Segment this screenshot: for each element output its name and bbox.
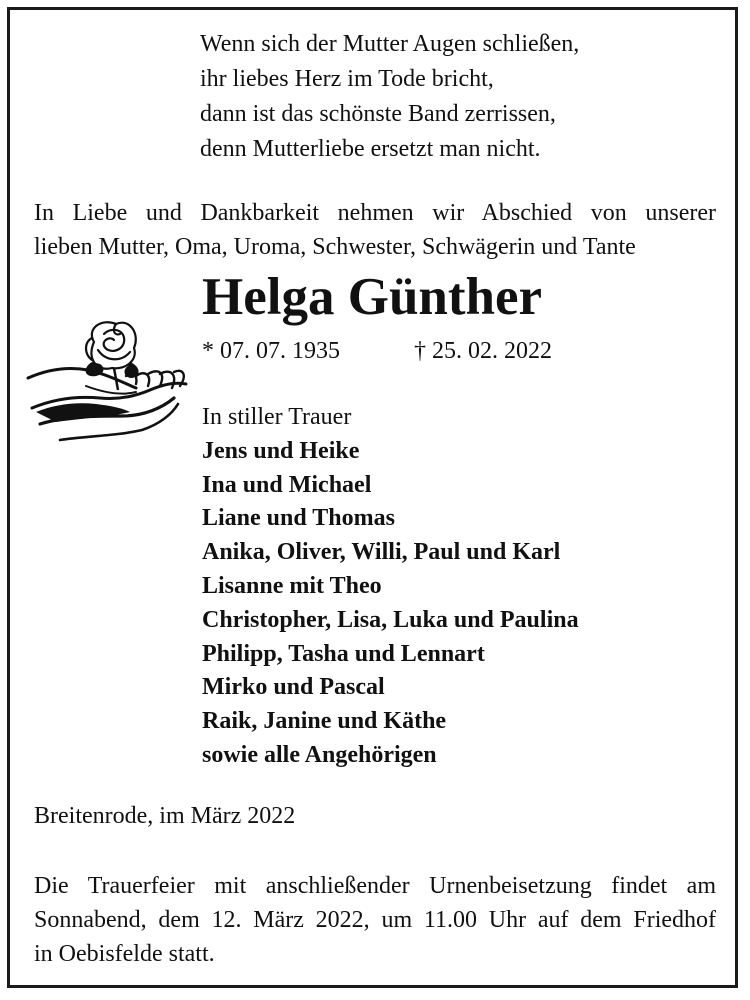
poem-line: denn Mutterliebe ersetzt man nicht. (200, 136, 541, 162)
mourner-entry: Anika, Oliver, Willi, Paul und Karl (202, 539, 561, 566)
birth-date: * 07. 07. 1935 (202, 338, 340, 364)
intro-text (34, 196, 716, 264)
mourner-entry: Raik, Janine und Käthe (202, 708, 447, 735)
service-line: Die Trauerfeier mit anschließender Urnenbeisetzung findet am (34, 873, 716, 899)
poem-line: ihr liebes Herz im Tode bricht, (200, 66, 494, 92)
mourners-list (202, 401, 579, 773)
mourner-entry: Jens und Heike (202, 437, 360, 464)
death-date: † 25. 02. 2022 (414, 338, 552, 364)
service-line: Sonnabend, dem 12. März 2022, um 11.00 Uhr auf dem Friedhof (34, 907, 716, 933)
hand-with-rose-icon (26, 312, 191, 447)
mourner-entry: Mirko und Pascal (202, 674, 385, 701)
poem (200, 27, 579, 167)
service-info (34, 869, 716, 971)
place-date: Breitenrode, im März 2022 (34, 803, 296, 829)
mourner-entry: Ina und Michael (202, 471, 372, 498)
service-line: in Oebisfelde statt. (34, 941, 215, 967)
mourner-entry: sowie alle Angehörigen (202, 741, 437, 768)
mourner-entry: Liane und Thomas (202, 505, 395, 532)
mourner-entry: Philipp, Tasha und Lennart (202, 640, 485, 667)
mourner-entry: Lisanne mit Theo (202, 572, 382, 599)
poem-line: dann ist das schönste Band zerrissen, (200, 101, 556, 127)
deceased-name: Helga Günther (202, 268, 543, 326)
mourning-heading: In stiller Trauer (202, 404, 352, 430)
mourner-entry: Christopher, Lisa, Luka und Paulina (202, 606, 579, 633)
intro-line: In Liebe und Dankbarkeit nehmen wir Abschied von unserer (34, 200, 716, 226)
intro-line: lieben Mutter, Oma, Uroma, Schwester, Schwägerin und Tante (34, 234, 636, 260)
poem-line: Wenn sich der Mutter Augen schließen, (200, 31, 580, 57)
